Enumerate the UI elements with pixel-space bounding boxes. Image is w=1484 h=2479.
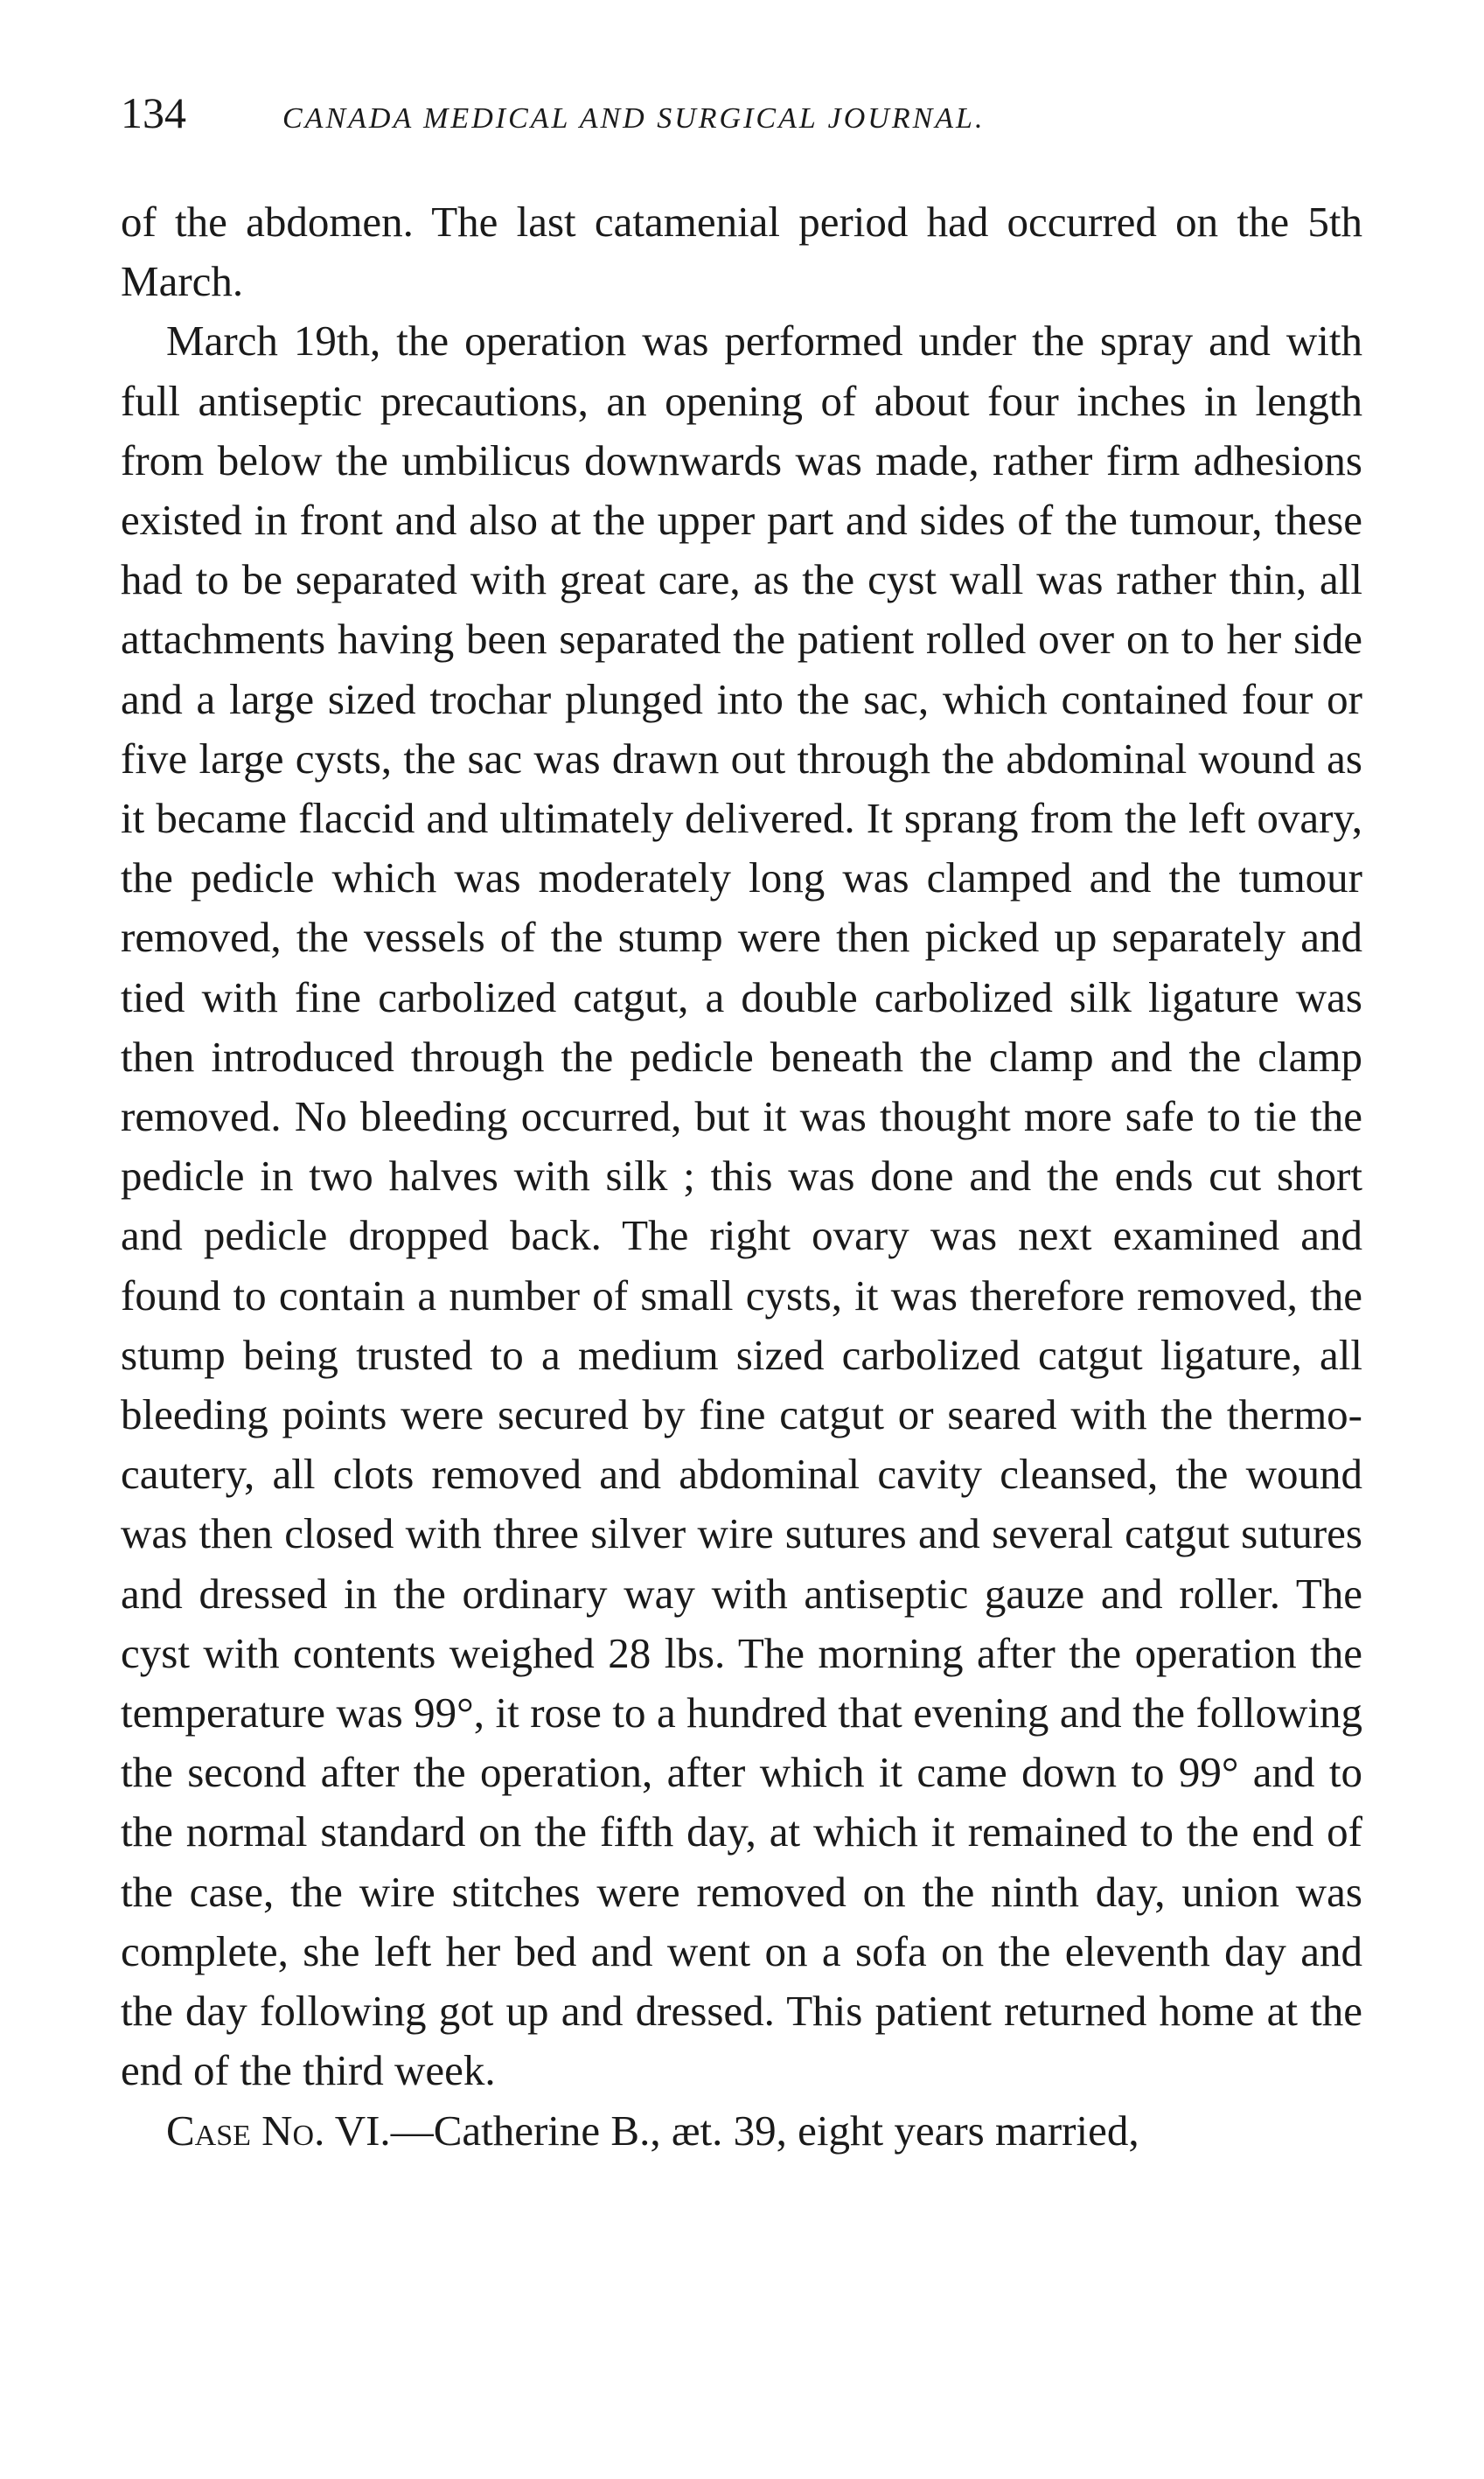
journal-title: CANADA MEDICAL AND SURGICAL JOURNAL. bbox=[282, 102, 986, 135]
case-heading bbox=[121, 2101, 1362, 2161]
page-number: 134 bbox=[121, 88, 186, 137]
running-head bbox=[121, 87, 1362, 149]
journal-page bbox=[121, 87, 1362, 2161]
case-intro-text: —Catherine B., æt. 39, eight years married, bbox=[390, 2106, 1139, 2155]
article-body bbox=[121, 192, 1362, 2161]
case-label: Case No. VI. bbox=[166, 2106, 391, 2155]
paragraph-continuation: of the abdomen. The last catamenial period had occurred on the 5th March. bbox=[121, 198, 1362, 306]
paragraph-operation-report: March 19th, the operation was performed under the spray and with full antiseptic precautions, an opening of about four inches in length from below the umbilicus downwards was made, rather firm adhesions existed in front and also at the upper part and sides of the tumour, these had to be separated with great care, as the cyst wall was rather thin, all attachments having been separated the patient rolled over on to her side and a large sized trochar plunged into the sac, which contained four or five large cysts, the sac was drawn out through the abdominal wound as it became flaccid and ultimately delivered. It sprang from the left ovary, the pedicle which was moderately long was clamped and the tumour removed, the vessels of the stump were then picked up separately and tied with fine carbolized catgut, a double carbolized silk ligature was then introduced through the pedicle beneath the clamp and the clamp removed. No bleeding occurred, but it was thought more safe to tie the pedicle in two halves with silk ; this was done and the ends cut short and pedicle dropped back. The right ovary was next examined and found to contain a number of small cysts, it was therefore removed, the stump being trusted to a medium sized carbolized catgut ligature, all bleeding points were secured by fine catgut or seared with the thermo-cautery, all clots removed and abdominal cavity cleansed, the wound was then closed with three silver wire sutures and several catgut sutures and dressed in the ordinary way with antiseptic gauze and roller. The cyst with contents weighed 28 lbs. The morning after the operation the temperature was 99°, it rose to a hundred that evening and the following the second after the operation, after which it came down to 99° and to the normal standard on the fifth day, at which it remained to the end of the case, the wire stitches were removed on the ninth day, union was complete, she left her bed and went on a sofa on the eleventh day and the day following got up and dressed. This patient returned home at the end of the third week. bbox=[121, 317, 1362, 2095]
